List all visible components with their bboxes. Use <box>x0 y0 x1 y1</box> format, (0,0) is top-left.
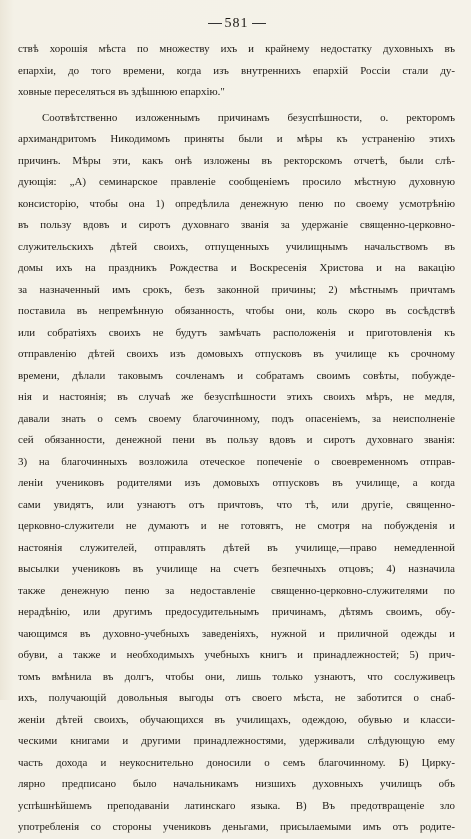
text-line: дующія: „А) семинарское правленіе сообщеніемъ просило мѣстную духовную <box>18 176 455 188</box>
text-line: томъ вмѣнила въ долгъ, чтобы они, лишь только узнаютъ, что сослуживецъ <box>18 670 455 683</box>
text-line: 3) на благочинныхъ возложила отеческое попеченіе о своевременномъ отправ- <box>18 455 455 468</box>
text-line: высылки учениковъ въ училище на счетъ безпечныхъ отцовъ; 4) назначила <box>18 563 455 575</box>
text-line: Соотвѣтственно изложеннымъ причинамъ безуспѣшности, о. ректоромъ <box>42 111 455 124</box>
text-line: лярно предписано было начальникамъ низшихъ духовныхъ училищъ объ <box>18 778 455 790</box>
body-text <box>18 39 455 839</box>
text-line: ихъ, получающій довольныя выгоды отъ своего мѣста, не заботится о снаб- <box>18 692 455 704</box>
text-line: употребленія со стороны учениковъ деньгами, присылаемыми имъ отъ родите- <box>18 821 455 833</box>
text-line: обуви, а также и необходимыхъ учебныхъ книгъ и принадлежностей; 5) прич- <box>18 649 455 661</box>
paragraph-continuation <box>18 39 455 104</box>
text-line: служительскихъ дѣтей своихъ, отпущенныхъ училищнымъ начальствомъ въ <box>18 240 455 253</box>
text-line: ческими книгами и другими принадлежностями, удерживали слѣдующую ему <box>18 735 455 747</box>
text-line: консисторію, чтобы она 1) опредѣлила денежную пеню по своему усмотрѣнію <box>18 197 455 210</box>
paragraph-measures <box>18 108 455 839</box>
text-line: также денежную пеню за недоставленіе священно-церковно-служителями по <box>18 584 455 597</box>
left-dash <box>208 23 222 24</box>
text-line: въ пользу вдовъ и сиротъ духовнаго званія за удержаніе священно-церковно- <box>18 219 455 231</box>
text-line: давали знать о семъ своему благочинному, подъ опасеніемъ, за неисполненіе <box>18 412 455 425</box>
text-line: нія и настоянія; въ случаѣ же безуспѣшности этихъ своихъ мѣръ, не медля, <box>18 391 455 403</box>
text-line: женіи дѣтей своихъ, обучающихся въ училищахъ, одеждою, обувью и класси- <box>18 713 455 726</box>
text-line: за назначенный имъ срокъ, безъ законной причины; 2) мѣстнымъ причтамъ <box>18 283 455 296</box>
page-number-header <box>18 16 455 34</box>
text-line: домы ихъ на праздникъ Рождества и Воскресенія Христова и на вакацію <box>18 262 455 274</box>
text-line: ховные переселяться въ здѣшнюю епархію." <box>18 86 225 98</box>
text-line: нерадѣнію, или другимъ предосудительнымъ причинамъ, дѣтямъ своимъ, обу- <box>18 606 455 618</box>
text-line: церковно-служители не думаютъ и не готовятъ, не смотря на побужденія и <box>18 520 455 532</box>
text-line: времени, дѣлали таковымъ сочленамъ и собратамъ своимъ совѣты, побужде- <box>18 369 455 382</box>
text-line: отправленію дѣтей своихъ изъ домовыхъ отпусковъ въ училище къ срочному <box>18 348 455 360</box>
text-line: ствѣ хорошія мѣста по множеству ихъ и крайнему недостатку духовныхъ въ <box>18 43 455 55</box>
text-line: или собратіяхъ своихъ не будутъ замѣчать расположенія и приготовленія къ <box>18 326 455 339</box>
right-dash <box>252 23 266 24</box>
text-line: часть дохода и неукоснительно доносили о семъ благочинному. Б) Цирку- <box>18 756 455 769</box>
text-line: поставила въ непремѣнную обязанность, чтобы они, коль скоро въ сосѣдствѣ <box>18 305 455 317</box>
text-line: леніи учениковъ родителями изъ домовыхъ отпусковъ въ училище, а когда <box>18 477 455 489</box>
text-line: причинъ. Мѣры эти, какъ онѣ изложены въ ректорскомъ отчетѣ, были слѣ- <box>18 154 455 167</box>
text-line: успѣшнѣйшемъ преподаваніи латинскаго языка. В) Въ предотвращеніе зло <box>18 799 455 812</box>
text-line: архимандритомъ Никодимомъ приняты были и мѣры къ устраненію этихъ <box>18 133 455 145</box>
text-line: сей обязанности, денежной пени въ пользу вдовъ и сиротъ духовнаго званія: <box>18 434 455 446</box>
text-line: чающимся въ духовно-учебныхъ заведеніяхъ, нужной и приличной одежды и <box>18 627 455 640</box>
page-number: 581 <box>224 16 249 31</box>
text-line: сами увидятъ, или узнаютъ отъ причтовъ, что тѣ, или другіе, священно- <box>18 498 455 511</box>
text-line: настоянія служителей, отправлять дѣтей въ училище,—право немедленной <box>18 541 455 554</box>
text-line: епархіи, до того времени, когда изъ внутреннихъ епархій Россіи стали ду- <box>18 64 455 77</box>
